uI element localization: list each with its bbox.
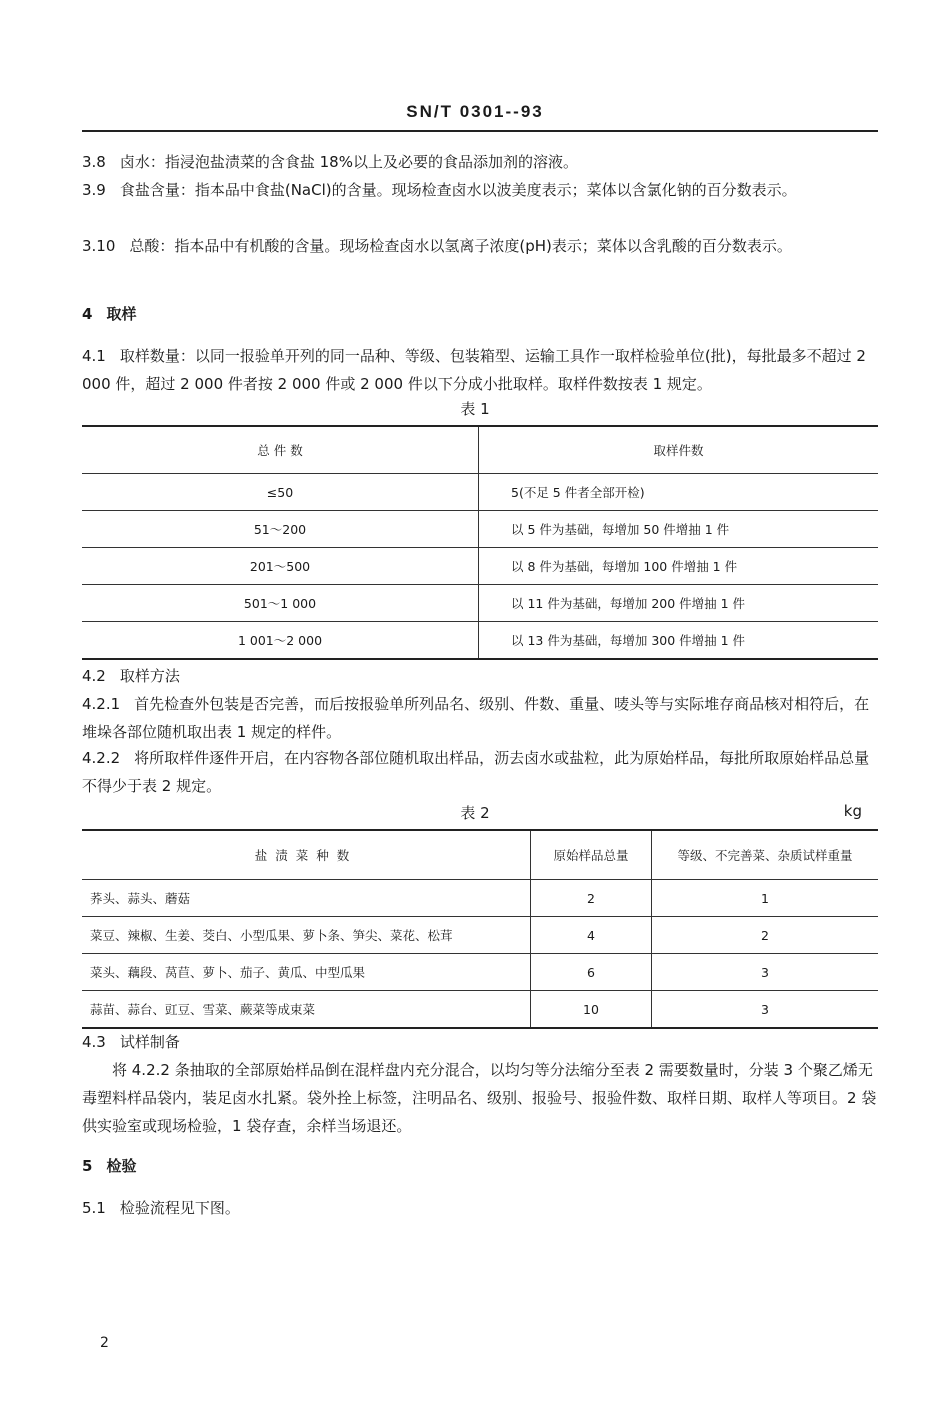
table-row: [82, 548, 878, 585]
table-cell: 4: [531, 917, 652, 954]
table-1-sample-count: [82, 425, 878, 660]
table-row: [82, 511, 878, 548]
table-cell: 1 001～2 000: [237, 633, 323, 648]
clause-text: 首先检查外包装是否完善，而后按报验单所列品名、级别、件数、重量、唛头等与实际堆存商品核对相符后，在堆垛各部位随机取出表 1 规定的样件。: [82, 695, 870, 741]
table-row: [82, 917, 878, 954]
table-cell: 菜豆、辣椒、生姜、茭白、小型瓜果、萝卜条、笋尖、菜花、松茸: [82, 917, 531, 954]
document-code-header: SN/T 0301--93: [406, 102, 544, 121]
table-row: [82, 880, 878, 917]
table-cell: 501～1 000: [82, 585, 479, 622]
table-row: [82, 991, 878, 1029]
clause-title: 取样方法: [119, 667, 180, 685]
table-cell: 以 13 件为基础，每增加 300 件增抽 1 件: [479, 622, 879, 660]
section-4-heading: [82, 300, 878, 328]
table-header-cell: 原始样品总量: [531, 830, 652, 880]
header-rule: [82, 130, 878, 132]
clause-number: 4.3: [82, 1033, 106, 1051]
table-cell: 以 8 件为基础，每增加 100 件增抽 1 件: [479, 548, 879, 585]
table2-caption: 表 2: [460, 804, 490, 822]
table-header-row: [82, 426, 878, 474]
table-row: [82, 585, 878, 622]
clause-3-8: [82, 148, 878, 176]
clause-number: 4.2: [82, 667, 106, 685]
table-header-cell: 等级、不完善菜、杂质试样重量: [652, 830, 879, 880]
table-2-sample-weight: [82, 829, 878, 1029]
table-cell: 5(不足 5 件者全部开检): [479, 474, 879, 511]
clause-4-1: [82, 342, 878, 398]
clause-number: 4.1: [82, 347, 106, 365]
table-header-row: [82, 830, 878, 880]
table-cell: 荞头、蒜头、蘑菇: [82, 880, 531, 917]
section-title: 检验: [106, 1157, 137, 1175]
table-cell: 10: [531, 991, 652, 1029]
table-header-cell: 取样件数: [479, 426, 879, 474]
table-header-cell: 总 件 数: [82, 426, 479, 474]
table2-unit: kg: [843, 802, 862, 820]
table-cell: 1: [652, 880, 879, 917]
section-title: 取样: [106, 305, 137, 323]
table-row: [82, 954, 878, 991]
clause-4-2-2: [82, 744, 878, 800]
table-cell: 201～500: [82, 548, 479, 585]
clause-text: 将所取样件逐件开启，在内容物各部位随机取出样品，沥去卤水或盐粒，此为原始样品，每批所取原始样品总量不得少于表 2 规定。: [82, 749, 870, 795]
clause-number: 3.8: [82, 153, 106, 171]
clause-number: 3.10: [82, 237, 116, 255]
clause-4-2-1: [82, 690, 878, 746]
clause-number: 5.1: [82, 1199, 106, 1217]
table-cell: 以 11 件为基础，每增加 200 件增抽 1 件: [479, 585, 879, 622]
clause-title: 试样制备: [119, 1033, 180, 1051]
table-cell: 51～200: [82, 511, 479, 548]
table-cell: 6: [531, 954, 652, 991]
clause-text: 取样数量：以同一报验单开列的同一品种、等级、包装箱型、运输工具作一取样检验单位(批)，每批最多不超过 2 000 件，超过 2 000 件者按 2 000 件或 2 000 件以下分成小批取样。取样件数按表 1 规定。: [82, 347, 866, 393]
clause-4-3-text: 将 4.2.2 条抽取的全部原始样品倒在混样盘内充分混合，以均匀等分法缩分至表 2 需要数量时，分装 3 个聚乙烯无毒塑料样品袋内，装足卤水扎紧。袋外拴上标签，注明品名、级别、报验号、报验件数、取样日期、取样人等项目。2 袋供实验室或现场检验，1 袋存查，余样当场退还。: [82, 1061, 877, 1135]
clause-text: 卤水：指浸泡盐渍菜的含食盐 18%以上及必要的食品添加剂的溶液。: [119, 153, 578, 171]
clause-text: 食盐含量：指本品中食盐(NaCl)的含量。现场检查卤水以波美度表示；菜体以含氯化钠的百分数表示。: [119, 181, 797, 199]
clause-3-10: [82, 232, 878, 260]
clause-text: 总酸：指本品中有机酸的含量。现场检查卤水以氢离子浓度(pH)表示；菜体以含乳酸的百分数表示。: [129, 237, 792, 255]
clause-number: 3.9: [82, 181, 106, 199]
table-cell: 菜头、藕段、莴苣、萝卜、茄子、黄瓜、中型瓜果: [82, 954, 531, 991]
clause-number: 4.2.2: [82, 749, 121, 767]
section-number: 4: [82, 305, 93, 323]
clause-5-1: [82, 1194, 878, 1222]
table-cell: 3: [652, 991, 879, 1029]
clause-4-2: [82, 662, 878, 690]
table-cell: 3: [652, 954, 879, 991]
clause-3-9: [82, 176, 878, 204]
table-cell: 蒜苗、蒜台、豇豆、雪菜、蕨菜等成束菜: [90, 1002, 316, 1017]
clause-text: 检验流程见下图。: [119, 1199, 240, 1217]
table-row: [82, 474, 878, 511]
page-number: 2: [100, 1335, 109, 1351]
table-cell: ≤50: [82, 474, 479, 511]
table-cell: 2: [531, 880, 652, 917]
table-cell: 2: [652, 917, 879, 954]
table-cell: 以 5 件为基础，每增加 50 件增抽 1 件: [479, 511, 879, 548]
clause-4-3-title: [82, 1028, 878, 1056]
table-header-cell: 盐渍菜种数: [82, 830, 531, 880]
table1-caption: 表 1: [460, 400, 490, 418]
table-row: [82, 622, 878, 660]
section-number: 5: [82, 1157, 93, 1175]
section-5-heading: [82, 1152, 878, 1180]
clause-number: 4.2.1: [82, 695, 121, 713]
